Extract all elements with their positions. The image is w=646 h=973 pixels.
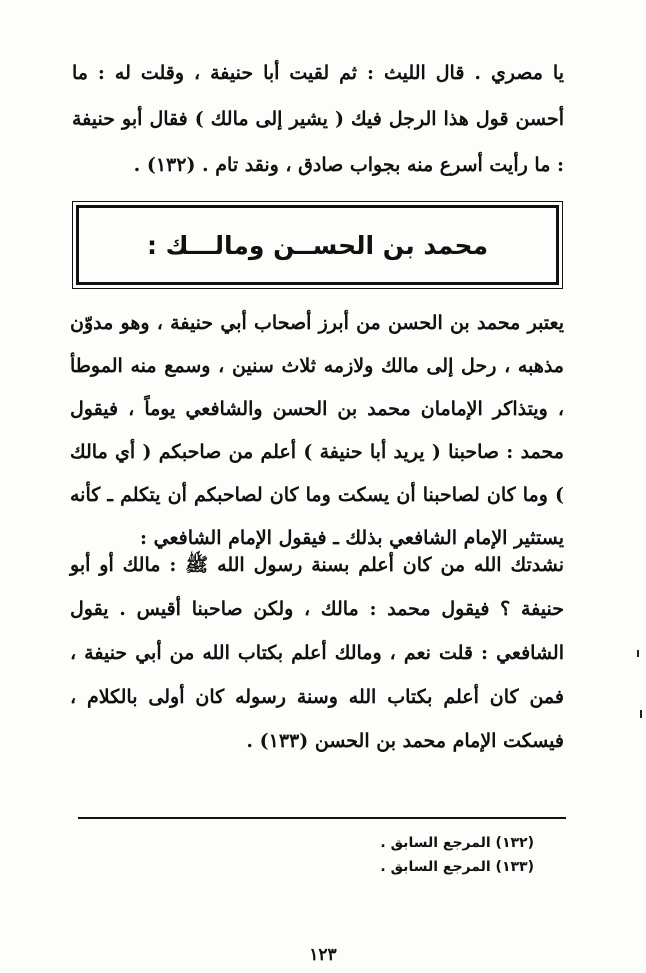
top-paragraph: يا مصري . قال الليث : ثم لقيت أبا حنيفة ، وقلت له : ما أحسن قول هذا الرجل فيك ( يشير إلى مالك ) فقال أبو حنيفة : ما رأيت أسرع منه بجواب صادق ، ونقد تام . (١٣٢) . (72, 62, 564, 176)
section-heading-box (76, 205, 559, 285)
scan-edge-mark (640, 710, 642, 718)
page-number: ١٢٣ (309, 945, 337, 965)
body-paragraph-2: نشدتك الله من كان أعلم بسنة رسول الله ﷺ : مالك أو أبو حنيفة ؟ فيقول محمد : مالك ، ولكن صاحبنا أقيس . يقول الشافعي : قلت نعم ، ومالك أعلم بكتاب الله من أبي حنيفة ، فمن كان أعلم بكتاب الله وسنة رسوله كان أولى بالكلام ، فيسكت الإمام محمد بن الحسن (١٣٣) . (70, 554, 564, 752)
body-paragraph-1: يعتبر محمد بن الحسن من أبرز أصحاب أبي حنيفة ، وهو مدوّن مذهبه ، رحل إلى مالك ولازمه ثلاث سنين ، وسمع منه الموطأ ، ويتذاكر الإمامان محمد بن الحسن والشافعي يوماً ، فيقول محمد : صاحبنا ( يريد أبا حنيفة ) أعلم من صاحبكم ( أي مالك ) وما كان لصاحبنا أن يسكت وما كان لصاحبكم أن يتكلم ـ كأنه يستثير الإمام الشافعي بذلك ـ فيقول الإمام الشافعي : (70, 312, 564, 549)
footnote-133: (١٣٣) المرجع السابق . (380, 859, 534, 875)
footnote-divider (78, 817, 566, 819)
scan-edge-mark (637, 650, 639, 657)
section-heading: محمد بن الحســن ومالـــك : (146, 230, 489, 260)
footnote-132: (١٣٢) المرجع السابق . (380, 835, 534, 851)
